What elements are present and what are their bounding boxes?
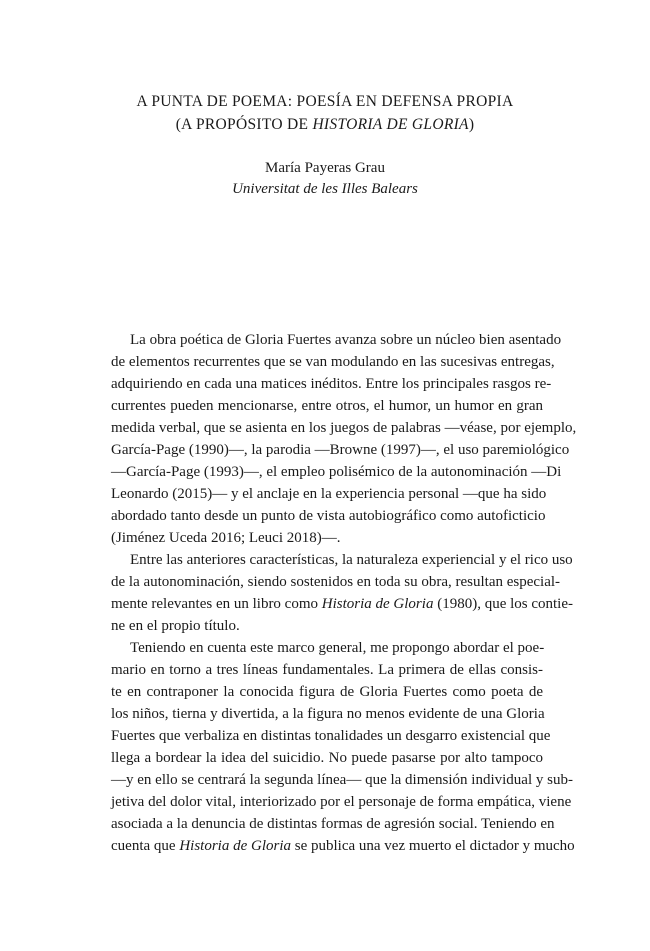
text-line: —García-Page (1993)—, el empleo polisémico de la autonominación —Di — [111, 464, 562, 480]
title-line-2-italic: HISTORIA DE GLORIA — [312, 116, 469, 133]
text-line: asociada a la denuncia de distintas formas de agresión social. Teniendo en — [111, 816, 555, 832]
text-line: ne en el propio título. — [111, 618, 240, 634]
text-run: (1980), que los contie- — [433, 596, 574, 612]
body-text — [111, 329, 577, 857]
text-line: Entre las anteriores características, la naturaleza experiencial y el rico uso — [130, 552, 573, 568]
text-line: (Jiménez Uceda 2016; Leuci 2018)—. — [111, 530, 341, 546]
article-title — [0, 90, 650, 136]
text-line — [111, 593, 574, 615]
author-block — [0, 158, 650, 200]
text-line: te en contraponer la conocida figura de Gloria Fuertes como poeta de — [111, 684, 543, 700]
text-line: adquiriendo en cada una matices inéditos. Entre los principales rasgos re- — [111, 376, 552, 392]
text-line: de elementos recurrentes que se van modulando en las sucesivas entregas, — [111, 354, 555, 370]
paragraph-1 — [111, 329, 577, 549]
text-line: Teniendo en cuenta este marco general, me propongo abordar el poe- — [130, 640, 545, 656]
text-line: Leonardo (2015)— y el anclaje en la experiencia personal —que ha sido — [111, 486, 547, 502]
text-line: mario en torno a tres líneas fundamentales. La primera de ellas consis- — [111, 662, 543, 678]
book-title: Historia de Gloria — [179, 838, 291, 854]
text-line: currentes pueden mencionarse, entre otros, el humor, un humor en gran — [111, 398, 543, 414]
title-line-1: A PUNTA DE POEMA: POESÍA EN DEFENSA PROPIA — [136, 93, 514, 110]
title-line-2-prefix: (A PROPÓSITO DE — [175, 116, 313, 133]
text-line: Fuertes que verbaliza en distintas tonalidades un desgarro existencial que — [111, 728, 551, 744]
paragraph-2 — [111, 549, 574, 637]
text-line: La obra poética de Gloria Fuertes avanza sobre un núcleo bien asentado — [130, 332, 562, 348]
text-run: se publica una vez muerto el dictador y mucho — [291, 838, 575, 854]
text-line: —y en ello se centrará la segunda línea— que la dimensión individual y sub- — [111, 772, 573, 788]
text-line: abordado tanto desde un punto de vista autobiográfico como autoficticio — [111, 508, 546, 524]
title-line-2 — [0, 113, 650, 136]
author-name: María Payeras Grau — [265, 160, 385, 176]
text-run: cuenta que — [111, 838, 180, 854]
text-line — [111, 835, 575, 857]
paragraph-3 — [111, 637, 575, 857]
author-affiliation: Universitat de les Illes Balears — [232, 181, 418, 197]
text-line: García-Page (1990)—, la parodia —Browne (1997)—, el uso paremiológico — [111, 442, 570, 458]
text-line: de la autonominación, siendo sostenidos en toda su obra, resultan especial- — [111, 574, 561, 590]
book-title: Historia de Gloria — [321, 596, 434, 612]
text-line: llega a bordear la idea del suicidio. No puede pasarse por alto tampoco — [111, 750, 543, 766]
text-run: mente relevantes en un libro como — [111, 596, 322, 612]
text-line: los niños, tierna y divertida, a la figura no menos evidente de una Gloria — [111, 706, 545, 722]
text-line: medida verbal, que se asienta en los juegos de palabras —véase, por ejemplo, — [111, 420, 577, 436]
title-line-2-suffix: ) — [468, 116, 475, 133]
text-line: jetiva del dolor vital, interiorizado por el personaje de forma empática, viene — [111, 794, 572, 810]
